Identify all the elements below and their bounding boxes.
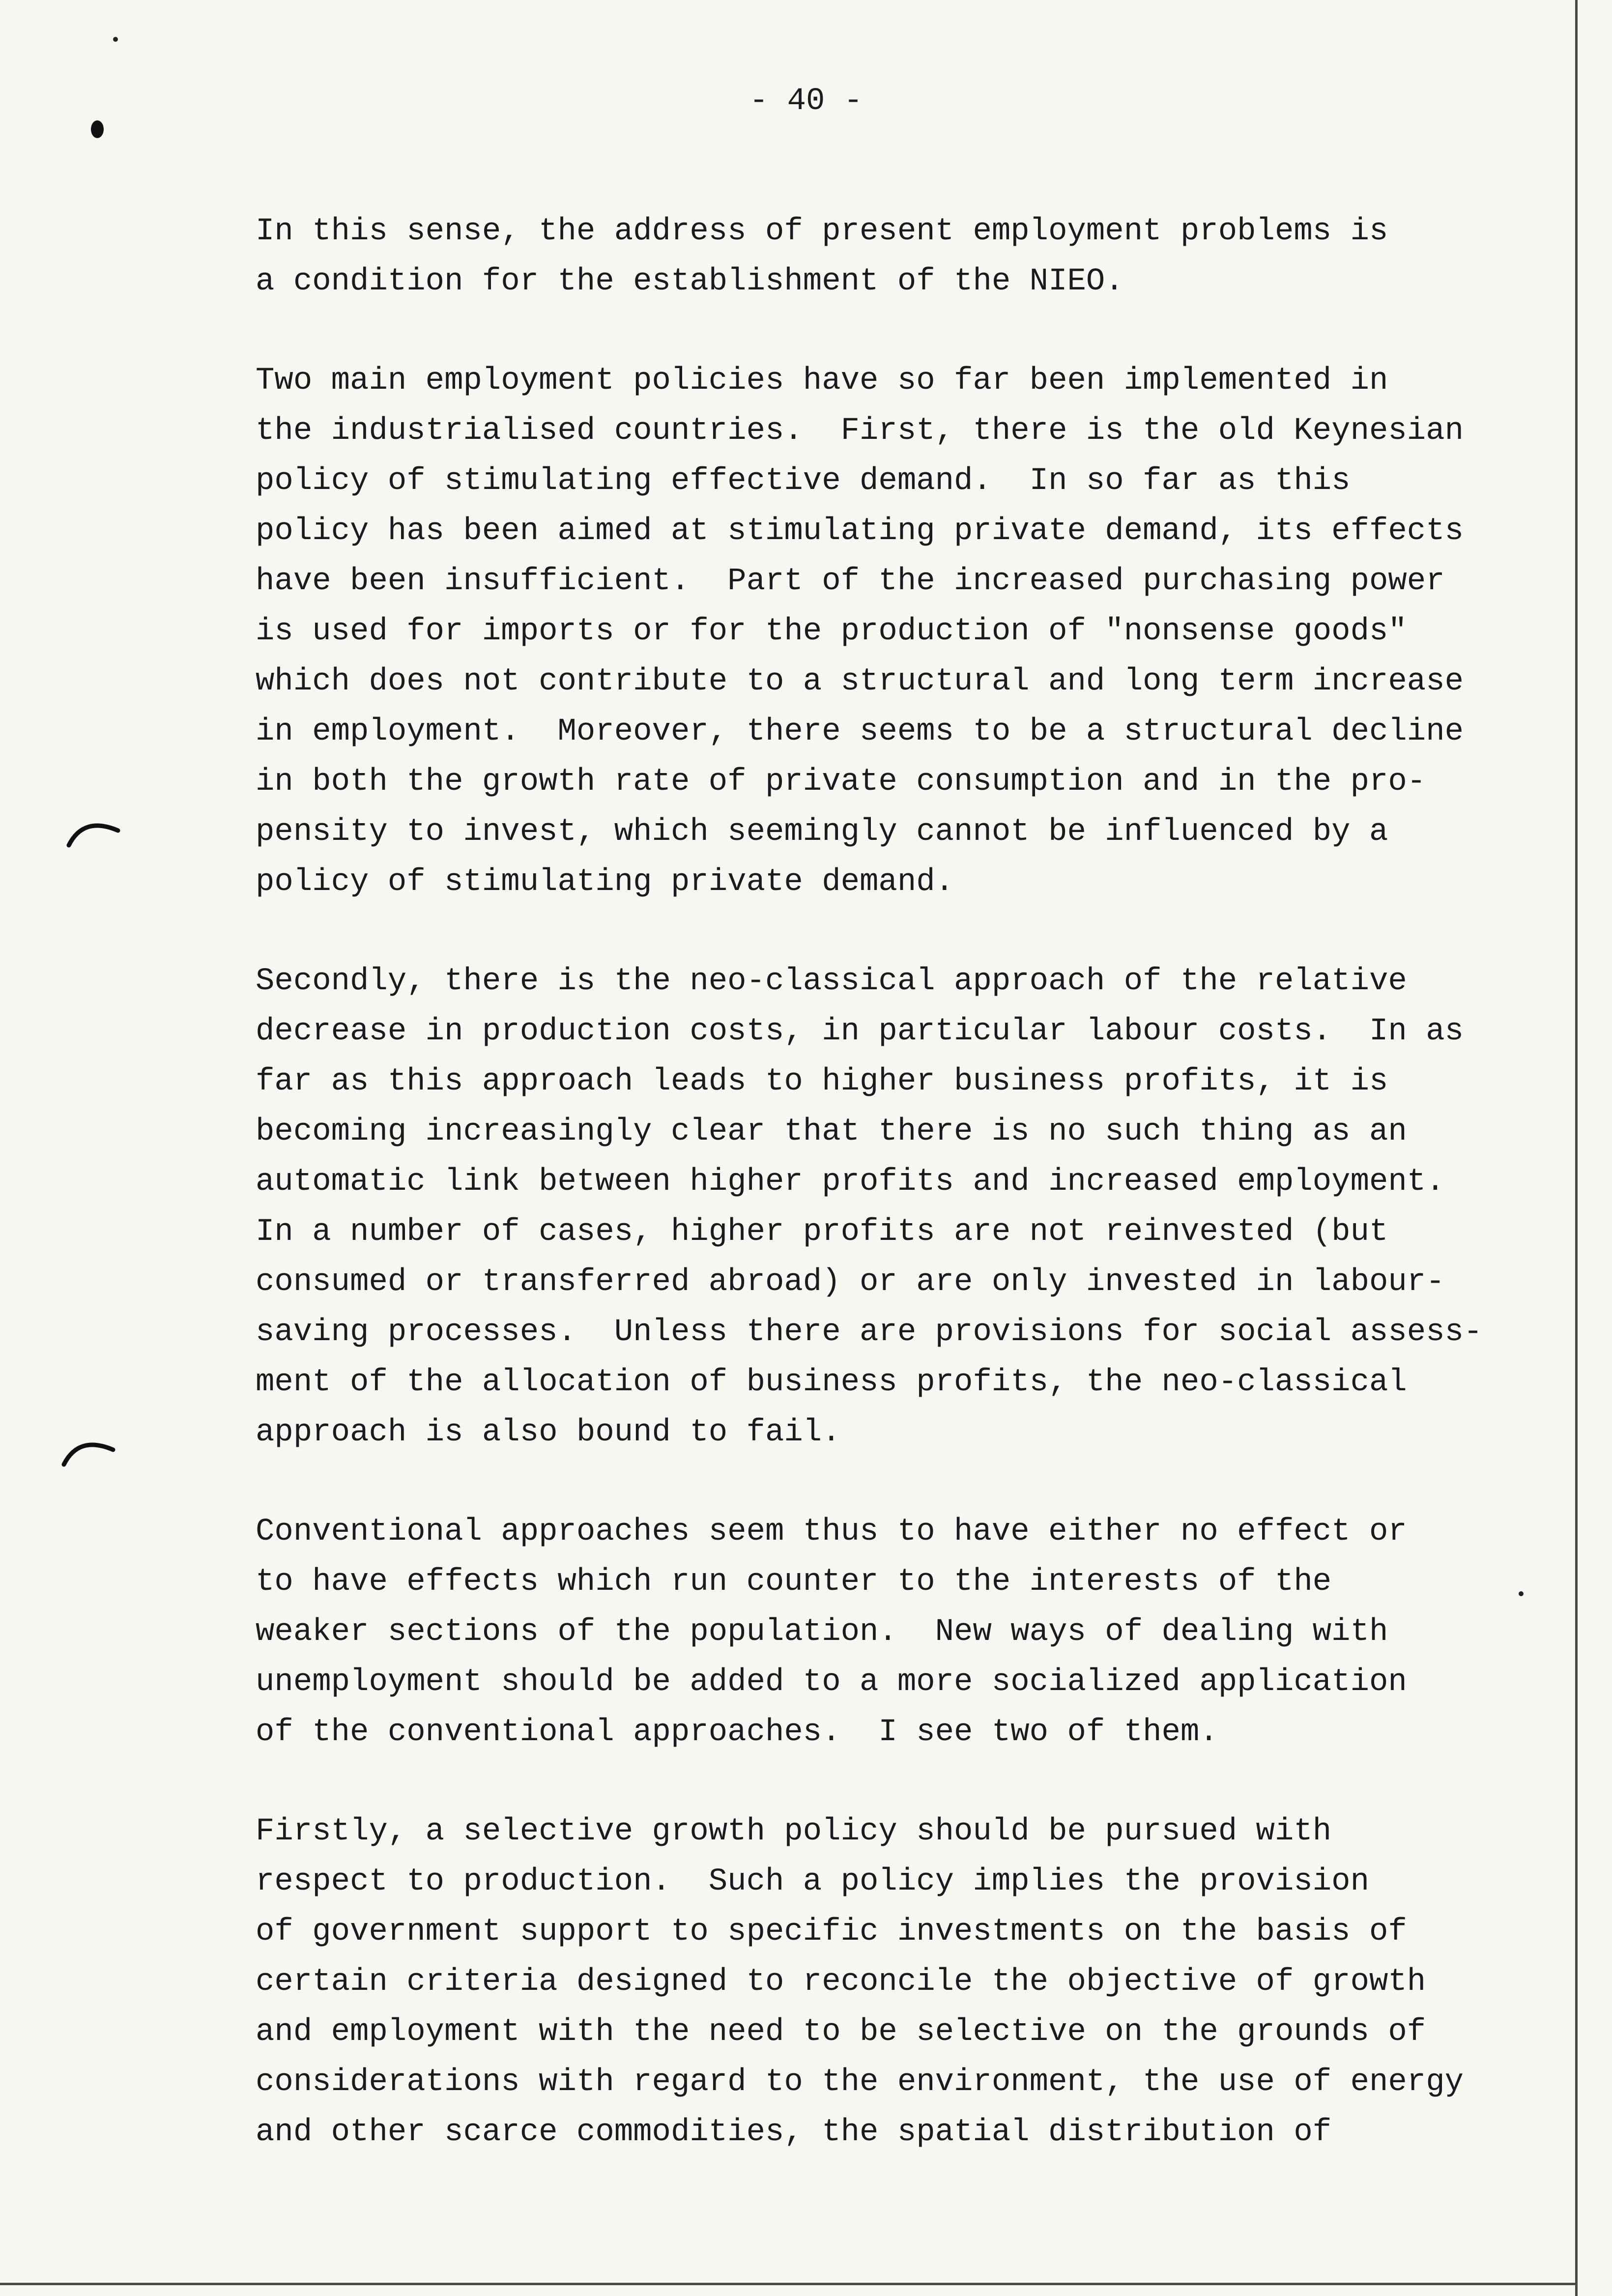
text-line: of government support to specific investments on the basis of: [256, 1914, 1407, 1950]
text-line: of the conventional approaches. I see two of them.: [256, 1715, 1218, 1750]
paragraph: [256, 206, 1553, 307]
text-line: policy of stimulating effective demand. In so far as this: [256, 463, 1351, 499]
text-line: Secondly, there is the neo-classical approach of the relative: [256, 964, 1407, 999]
text-line: weaker sections of the population. New ways of dealing with: [256, 1614, 1388, 1650]
scan-speck: [113, 37, 118, 42]
text-line: considerations with regard to the environment, the use of energy: [256, 2065, 1464, 2100]
staple-mark-upper: [64, 811, 123, 850]
text-line: approach is also bound to fail.: [256, 1415, 841, 1450]
text-line: the industrialised countries. First, there is the old Keynesian: [256, 413, 1464, 449]
text-line: In a number of cases, higher profits are not reinvested (but: [256, 1214, 1388, 1250]
text-line: have been insufficient. Part of the increased purchasing power: [256, 564, 1445, 599]
text-line: decrease in production costs, in particular labour costs. In as: [256, 1014, 1464, 1049]
text-line: Two main employment policies have so far been implemented in: [256, 363, 1388, 399]
text-line: certain criteria designed to reconcile the objective of growth: [256, 1964, 1426, 2000]
text-line: and other scarce commodities, the spatial distribution of: [256, 2115, 1332, 2150]
text-line: is used for imports or for the production of "nonsense goods": [256, 614, 1407, 649]
staple-mark-lower: [59, 1430, 118, 1469]
text-line: which does not contribute to a structural and long term increase: [256, 664, 1464, 699]
text-line: respect to production. Such a policy implies the provision: [256, 1864, 1369, 1899]
text-line: policy of stimulating private demand.: [256, 864, 954, 900]
text-line: consumed or transferred abroad) or are only invested in labour-: [256, 1264, 1445, 1300]
text-line: saving processes. Unless there are provisions for social assess-: [256, 1315, 1483, 1350]
text-line: policy has been aimed at stimulating private demand, its effects: [256, 514, 1464, 549]
text-line: far as this approach leads to higher business profits, it is: [256, 1064, 1388, 1099]
text-line: Conventional approaches seem thus to have either no effect or: [256, 1514, 1407, 1550]
text-line: In this sense, the address of present employment problems is: [256, 214, 1388, 249]
text-line: unemployment should be added to a more socialized application: [256, 1665, 1407, 1700]
text-line: ment of the allocation of business profits, the neo-classical: [256, 1365, 1407, 1400]
paragraph: [256, 1507, 1553, 1757]
text-line: pensity to invest, which seemingly cannot be influenced by a: [256, 814, 1388, 850]
paragraph: [256, 1807, 1553, 2157]
page-number: - 40 -: [749, 84, 863, 119]
text-line: and employment with the need to be selective on the grounds of: [256, 2014, 1426, 2050]
text-line: Firstly, a selective growth policy should be pursued with: [256, 1814, 1332, 1849]
text-line: automatic link between higher profits and increased employment.: [256, 1164, 1445, 1200]
scan-right-edge: [1575, 0, 1578, 2296]
text-line: in employment. Moreover, there seems to be a structural decline: [256, 714, 1464, 749]
text-line: becoming increasingly clear that there is no such thing as an: [256, 1114, 1407, 1149]
scan-bottom-edge: [0, 2283, 1575, 2285]
text-line: a condition for the establishment of the NIEO.: [256, 264, 1124, 299]
paragraph: [256, 956, 1553, 1458]
punch-hole-mark: [91, 120, 104, 138]
text-line: to have effects which run counter to the interests of the: [256, 1564, 1332, 1600]
paragraph: [256, 356, 1553, 907]
text-line: in both the growth rate of private consumption and in the pro-: [256, 764, 1426, 800]
document-body: [256, 206, 1553, 2207]
